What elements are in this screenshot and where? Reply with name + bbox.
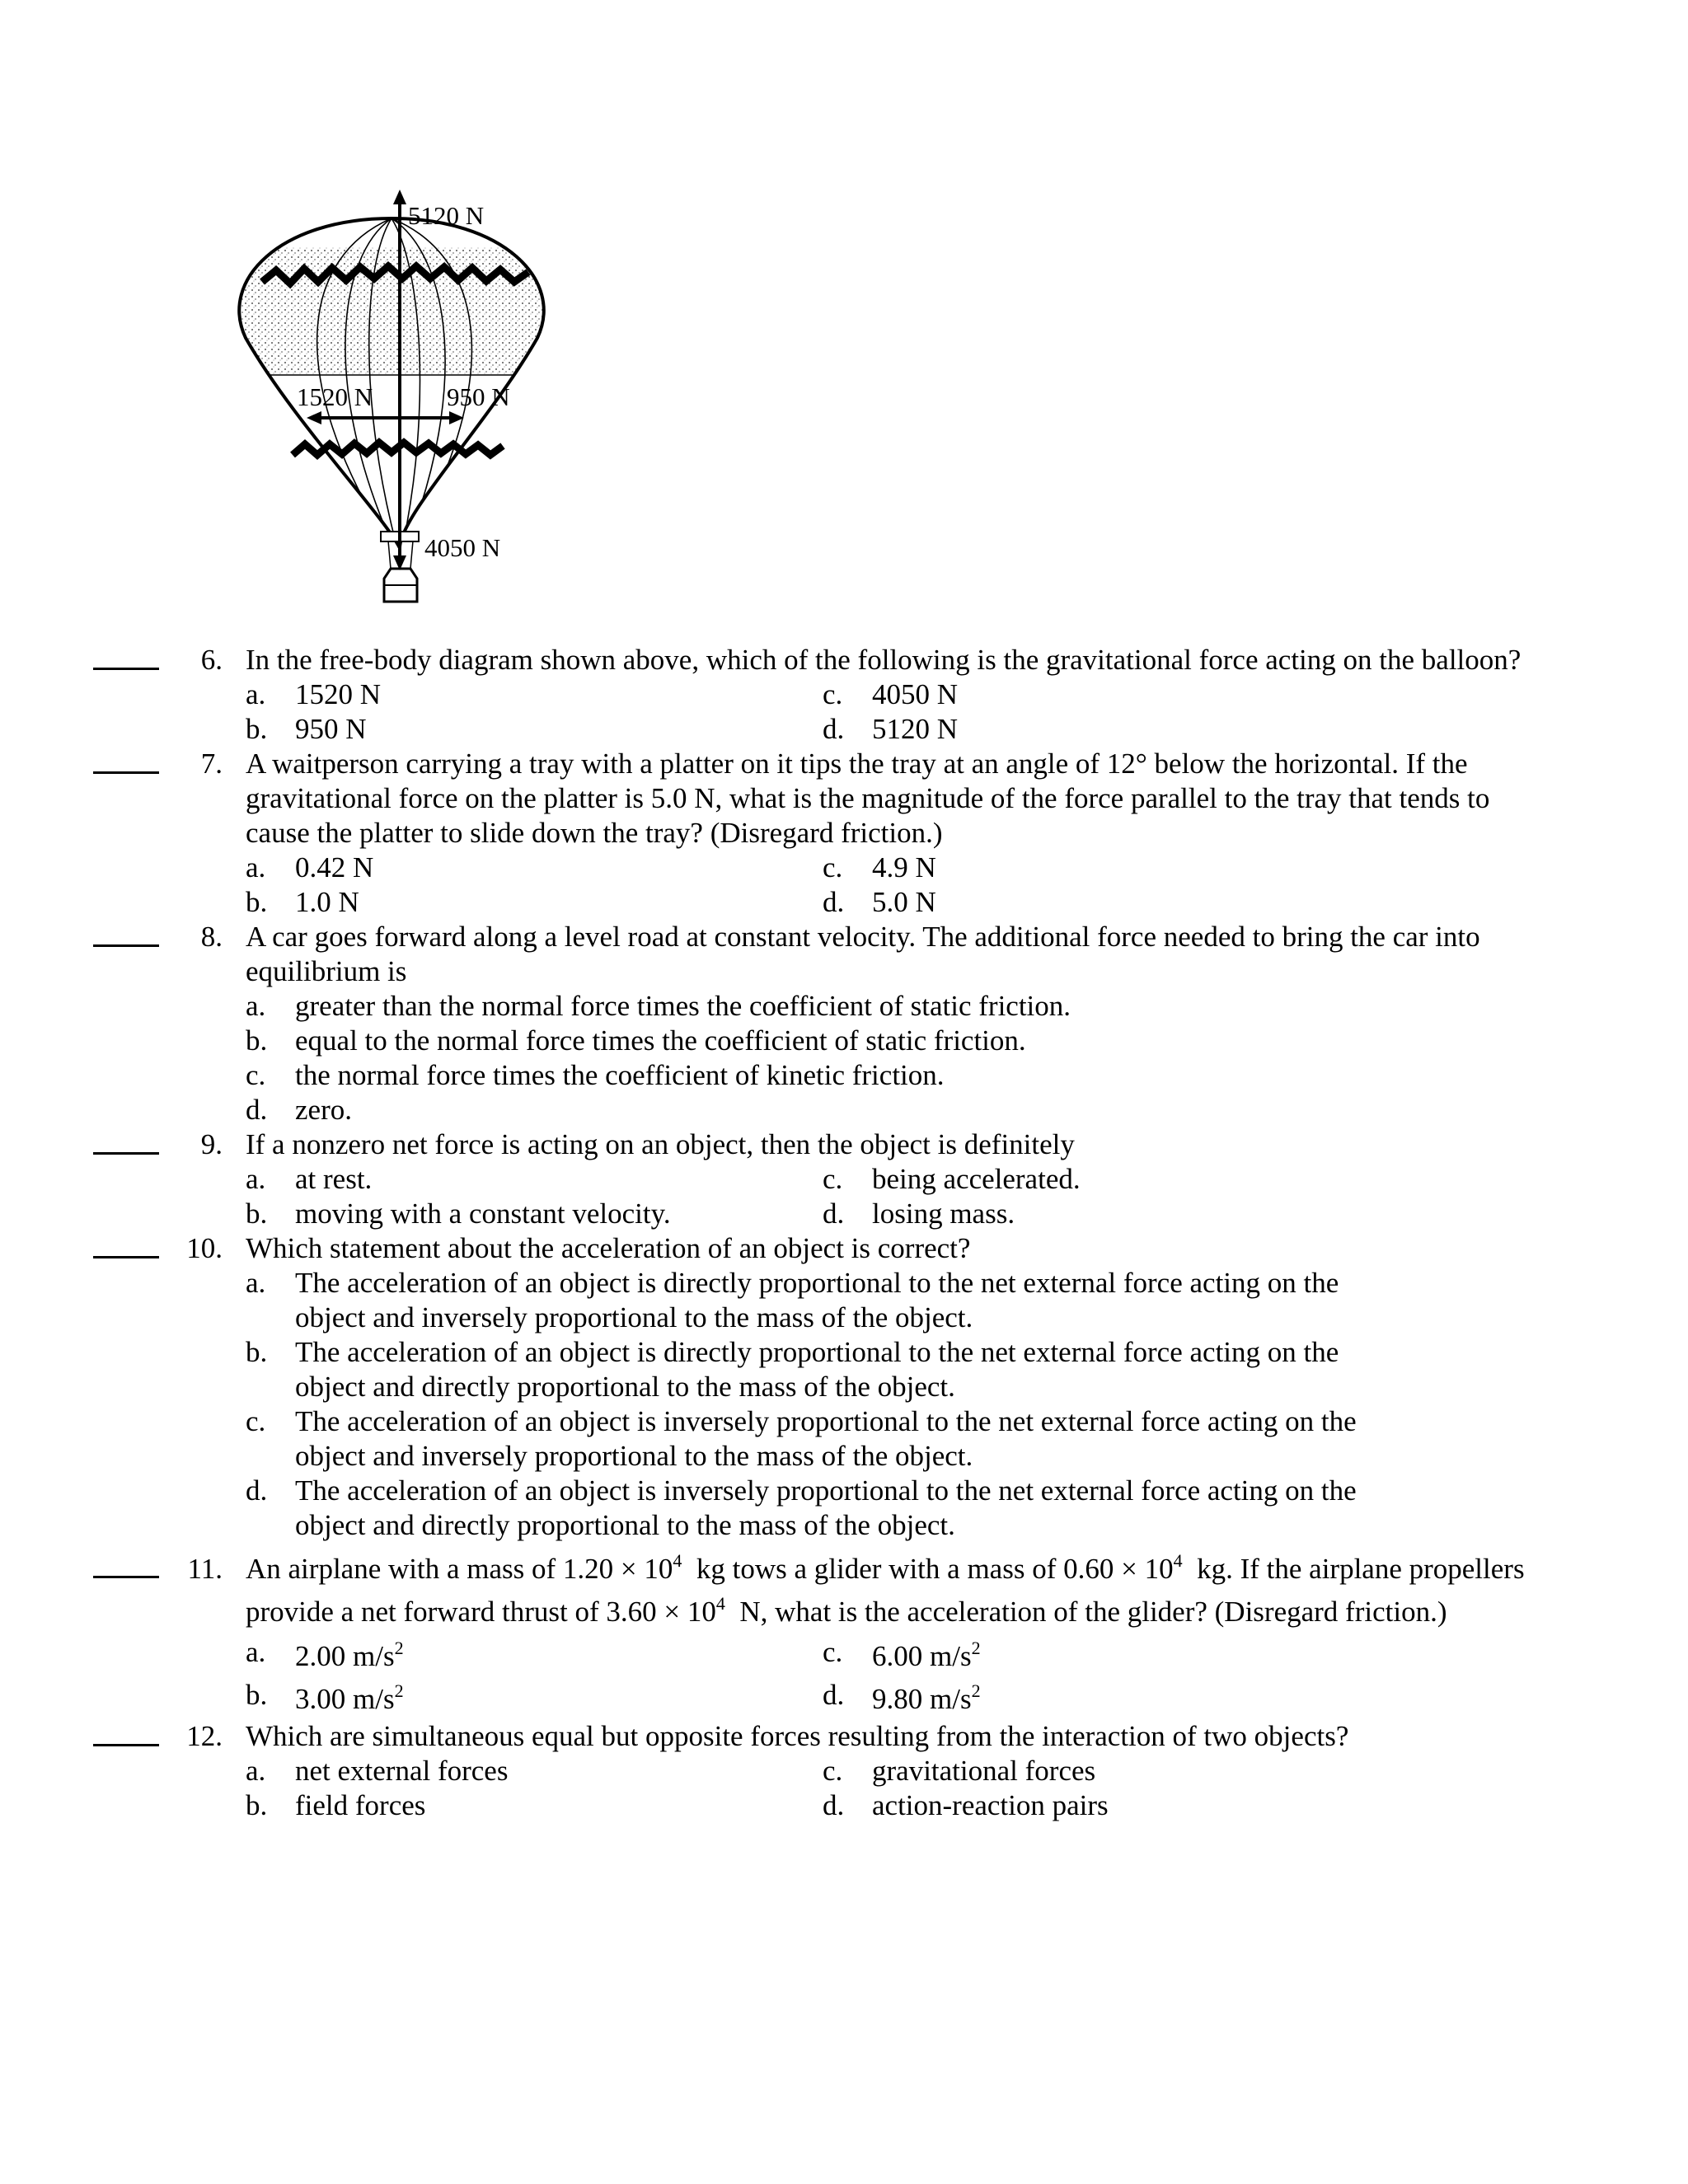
exponent: 4 [715,1593,725,1614]
option-letter: d. [246,1094,268,1126]
option-a[interactable] [246,1633,823,1676]
option-letter: c. [823,1636,843,1668]
option-a[interactable] [246,677,823,712]
option-text: The acceleration of an object is directly proportional to the net external force acting on the object and directly proportional to the mass of the object. [295,1336,1339,1403]
option-letter: a. [246,1636,266,1668]
option-d[interactable] [823,1788,1400,1823]
question-number: 12. [186,1720,223,1752]
question-12 [0,1719,1688,1823]
question-text: An airplane with a mass of $1.20 \times 10^4$ kg tows a glider with a mass of $0.60 \times 10^4$ kg. If the airplane propellers provide a net forward thrust of $3.60 \times 10^4$ N, what is the acceleration of the glider? (Disregard friction.) [246,1550,1532,1628]
option-text: the normal force times the coefficient of kinetic friction. [295,1059,945,1091]
question-6 [0,643,1688,747]
option-text: 4.9 N [872,851,936,883]
option-text: losing mass. [872,1197,1015,1230]
question-number: 11. [187,1553,223,1585]
option-text: net external forces [295,1755,509,1787]
option-b[interactable] [246,1676,823,1719]
option-letter: b. [246,1679,268,1711]
option-b[interactable] [246,1788,823,1823]
answer-blank[interactable] [93,771,159,774]
option-letter: b. [246,1789,268,1821]
option-letter: b. [246,713,268,745]
option-text: 3.00 $m/s^2$ [295,1680,404,1715]
option-text: at rest. [295,1163,373,1195]
balloon-free-body-diagram [231,190,593,618]
question-text: Which are simultaneous equal but opposite forces resulting from the interaction of two objects? [246,1720,1349,1752]
option-letter: c. [246,1405,266,1437]
option-d[interactable] [246,1093,1548,1127]
option-d[interactable] [823,712,1400,747]
option-c[interactable] [823,1633,1400,1676]
option-letter: d. [823,1789,845,1821]
option-letter: d. [246,1474,268,1507]
exponent: 4 [1173,1550,1183,1571]
option-text: 5120 N [872,713,959,745]
option-letter: c. [823,1755,843,1787]
option-letter: c. [246,1059,266,1091]
question-number: 10. [186,1232,223,1264]
question-text: A car goes forward along a level road at constant velocity. The additional force needed to bring the car into equilibrium is [246,921,1480,987]
option-c[interactable] [823,1162,1400,1197]
force-left-label: 1520 N [297,382,373,411]
question-number: 6. [200,644,223,676]
question-7 [0,747,1688,920]
option-d[interactable] [246,1474,1548,1543]
option-letter: c. [823,1163,843,1195]
option-text: 4050 N [872,678,959,710]
option-c[interactable] [823,1754,1400,1788]
option-text: The acceleration of an object is inversely proportional to the net external force acting on the object and inversely proportional to the mass of the object. [295,1405,1357,1472]
option-letter: b. [246,1197,268,1230]
option-c[interactable] [246,1058,1548,1093]
answer-blank[interactable] [93,1152,159,1155]
option-letter: a. [246,678,266,710]
force-down-label: 4050 N [424,533,501,562]
option-text: gravitational forces [872,1755,1096,1787]
option-c[interactable] [823,851,1400,885]
option-text: moving with a constant velocity. [295,1197,671,1230]
option-d[interactable] [823,1676,1400,1719]
option-c[interactable] [246,1404,1548,1474]
option-letter: b. [246,1024,268,1057]
option-letter: d. [823,886,845,918]
question-text: In the free-body diagram shown above, which of the following is the gravitational force acting on the balloon? [246,644,1522,676]
option-letter: a. [246,1163,266,1195]
option-text: equal to the normal force times the coefficient of static friction. [295,1024,1026,1057]
option-text: greater than the normal force times the coefficient of static friction. [295,990,1071,1022]
question-number: 8. [200,921,223,953]
option-b[interactable] [246,1335,1548,1404]
option-text: 1.0 N [295,886,359,918]
force-up-arrowhead [393,190,406,204]
question-text: Which statement about the acceleration of an object is correct? [246,1232,971,1264]
question-text: A waitperson carrying a tray with a platter on it tips the tray at an angle of 12° below the horizontal. If the gravitational force on the platter is 5.0 N, what is the magnitude of the force parallel to the tray that tends to cause the platter to slide down the tray? (Disregard friction.) [246,748,1490,849]
answer-blank[interactable] [93,1256,159,1258]
option-text: 5.0 N [872,886,936,918]
option-b[interactable] [246,1024,1548,1058]
option-text: field forces [295,1789,426,1821]
force-up-label: 5120 N [408,201,485,230]
option-letter: a. [246,851,266,883]
option-b[interactable] [246,712,823,747]
option-a[interactable] [246,851,823,885]
option-a[interactable] [246,1162,823,1197]
exponent: 4 [673,1550,682,1571]
question-number: 7. [200,748,223,780]
option-letter: d. [823,1197,845,1230]
option-text: The acceleration of an object is inversely proportional to the net external force acting on the object and directly proportional to the mass of the object. [295,1474,1357,1541]
option-a[interactable] [246,1754,823,1788]
option-b[interactable] [246,885,823,920]
question-8 [0,920,1688,1127]
option-text: 6.00 $m/s^2$ [872,1638,981,1672]
force-right-label: 950 N [447,382,510,411]
option-text: 950 N [295,713,367,745]
option-d[interactable] [823,1197,1400,1231]
option-c[interactable] [823,677,1400,712]
option-text: being accelerated. [872,1163,1081,1195]
option-text: 2.00 $m/s^2$ [295,1638,404,1672]
question-text: If a nonzero net force is acting on an object, then the object is definitely [246,1128,1075,1160]
option-letter: d. [823,713,845,745]
question-11 [0,1548,1688,1719]
option-letter: a. [246,1267,266,1299]
option-letter: b. [246,886,268,918]
option-letter: c. [823,678,843,710]
option-text: The acceleration of an object is directly proportional to the net external force acting on the object and inversely proportional to the mass of the object. [295,1267,1339,1333]
option-text: 0.42 N [295,851,374,883]
option-a[interactable] [246,1266,1548,1335]
option-letter: d. [823,1679,845,1711]
option-b[interactable] [246,1197,823,1231]
option-text: zero. [295,1094,352,1126]
option-letter: a. [246,1755,266,1787]
question-9 [0,1127,1688,1231]
question-list [0,643,1688,1823]
answer-blank[interactable] [93,668,159,670]
balloon-zigzag-bottom [293,443,503,455]
question-number: 9. [200,1128,223,1160]
force-left-arrowhead [307,411,321,424]
answer-blank[interactable] [93,1576,159,1578]
option-text: 9.80 $m/s^2$ [872,1680,981,1715]
answer-blank[interactable] [93,1744,159,1746]
option-letter: b. [246,1336,268,1368]
option-text: action-reaction pairs [872,1789,1109,1821]
option-a[interactable] [246,989,1548,1024]
option-d[interactable] [823,885,1400,920]
option-letter: c. [823,851,843,883]
question-10 [0,1231,1688,1543]
option-letter: a. [246,990,266,1022]
answer-blank[interactable] [93,944,159,947]
option-text: 1520 N [295,678,382,710]
